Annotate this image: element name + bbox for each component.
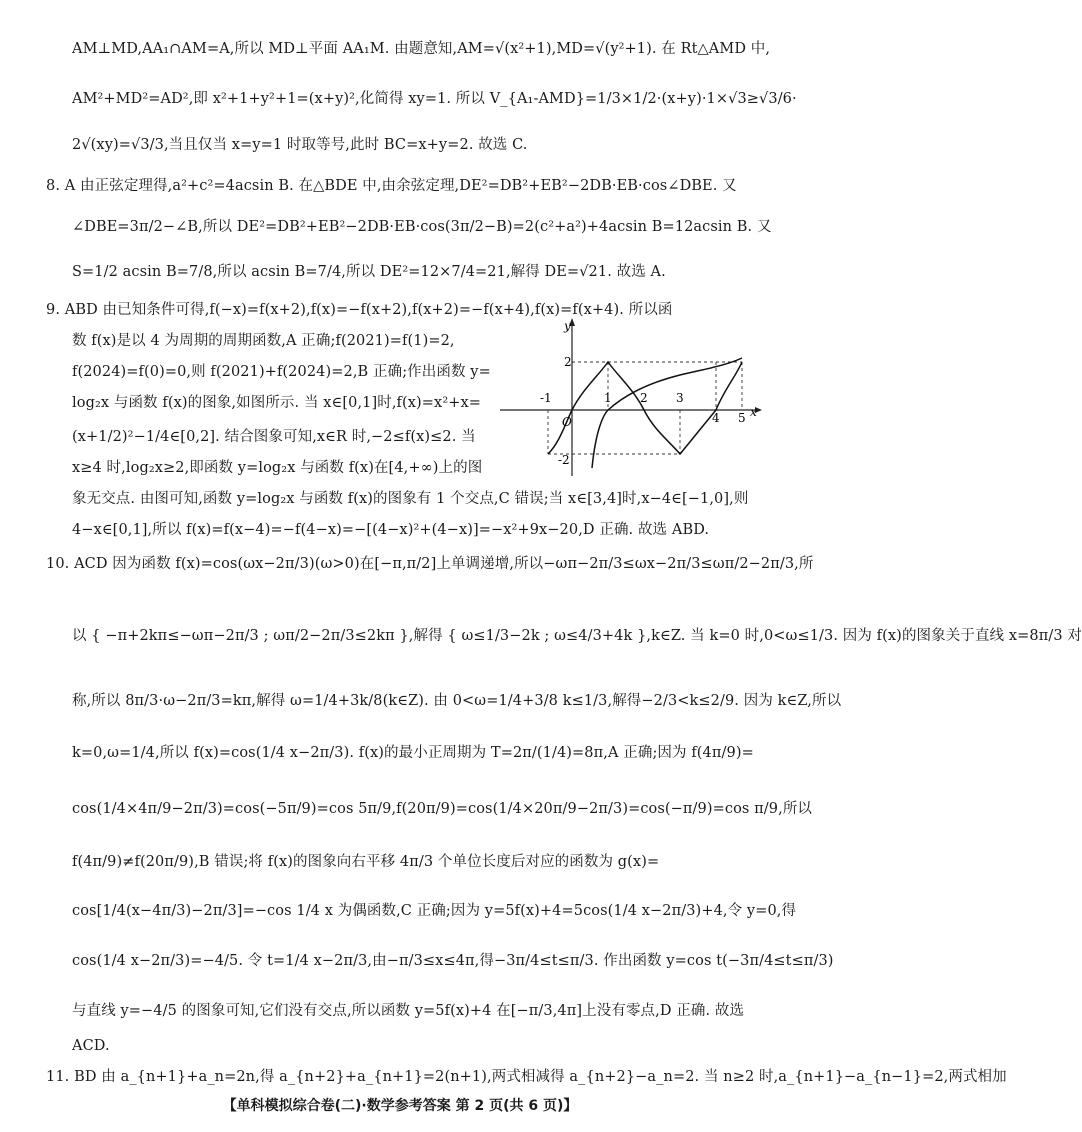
text-line: ∠DBE=3π/2−∠B,所以 DE²=DB²+EB²−2DB·EB·cos(3π/2−B)=2(c²+a²)+4acsin B=12acsin B. 又 (72, 219, 772, 235)
text-line: cos(1/4×4π/9−2π/3)=cos(−5π/9)=cos 5π/9,f(20π/9)=cos(1/4×20π/9−2π/3)=cos(−π/9)=cos π/9,所以 (72, 801, 813, 817)
f-curve (548, 362, 742, 454)
x-tick-label: 4 (712, 411, 720, 425)
q11-line: 11. BD 由 a_{n+1}+a_n=2n,得 a_{n+2}+a_{n+1}=2(n+1),两式相减得 a_{n+2}−a_n=2. 当 n≥2 时,a_{n+1}−a_{n−1}=2,两式相加 (46, 1069, 1007, 1085)
x-tick-label: 5 (738, 411, 746, 425)
q10-line: 10. ACD 因为函数 f(x)=cos(ωx−2π/3)(ω>0)在[−π,π/2]上单调递增,所以−ωπ−2π/3≤ωx−2π/3≤ωπ/2−2π/3,所 (46, 556, 814, 572)
x-tick-label: 3 (676, 391, 684, 405)
q8-line: 8. A 由正弦定理得,a²+c²=4acsin B. 在△BDE 中,由余弦定理,DE²=DB²+EB²−2DB·EB·cos∠DBE. 又 (46, 178, 737, 194)
x-tick-label: O (562, 415, 572, 429)
text-line: cos(1/4 x−2π/3)=−4/5. 令 t=1/4 x−2π/3,由−π/3≤x≤4π,得−3π/4≤t≤π/3. 作出函数 y=cos t(−3π/4≤t≤π/3) (72, 953, 834, 969)
text-line: (x+1/2)²−1/4∈[0,2]. 结合图象可知,x∈R 时,−2≤f(x)≤2. 当 (72, 429, 476, 445)
text-line: 称,所以 8π/3·ω−2π/3=kπ,解得 ω=1/4+3k/8(k∈Z). 由 0<ω=1/4+3/8 k≤1/3,解得−2/3<k≤2/9. 因为 k∈Z,所以 (72, 693, 842, 709)
text-line: f(4π/9)≠f(20π/9),B 错误;将 f(x)的图象向右平移 4π/3 个单位长度后对应的函数为 g(x)= (72, 854, 660, 870)
text-line: 以 { −π+2kπ≤−ωπ−2π/3 ; ωπ/2−2π/3≤2kπ },解得 { ω≤1/3−2k ; ω≤4/3+4k },k∈Z. 当 k=0 时,0<ω≤1/3. 因为 f(x)的图象关于直线 x=8π/3 对 (72, 628, 1082, 644)
text-line: 象无交点. 由图可知,函数 y=log₂x 与函数 f(x)的图象有 1 个交点,C 错误;当 x∈[3,4]时,x−4∈[−1,0],则 (72, 491, 749, 507)
text-line: 2√(xy)=√3/3,当且仅当 x=y=1 时取等号,此时 BC=x+y=2. 故选 C. (72, 137, 528, 153)
text-line: f(2024)=f(0)=0,则 f(2021)+f(2024)=2,B 正确;作出函数 y= (72, 364, 491, 380)
text-line: cos[1/4(x−4π/3)−2π/3]=−cos 1/4 x 为偶函数,C 正确;因为 y=5f(x)+4=5cos(1/4 x−2π/3)+4,令 y=0,得 (72, 903, 797, 919)
text-line: AM⊥MD,AA₁∩AM=A,所以 MD⊥平面 AA₁M. 由题意知,AM=√(x²+1),MD=√(y²+1). 在 Rt△AMD 中, (72, 41, 771, 57)
text-line: x≥4 时,log₂x≥2,即函数 y=log₂x 与函数 f(x)在[4,+∞)上的图 (72, 460, 483, 476)
text-line: ACD. (72, 1038, 110, 1054)
text-line: S=1/2 acsin B=7/8,所以 acsin B=7/4,所以 DE²=12×7/4=21,解得 DE=√21. 故选 A. (72, 264, 666, 280)
text-line: 与直线 y=−4/5 的图象可知,它们没有交点,所以函数 y=5f(x)+4 在[−π/3,4π]上没有零点,D 正确. 故选 (72, 1003, 745, 1019)
q9-line: 9. ABD 由已知条件可得,f(−x)=f(x+2),f(x)=−f(x+2),f(x+2)=−f(x+4),f(x)=f(x+4). 所以函 (46, 302, 673, 318)
function-graph (500, 318, 762, 478)
text-line: log₂x 与函数 f(x)的图象,如图所示. 当 x∈[0,1]时,f(x)=x²+x= (72, 395, 482, 411)
text-line: 4−x∈[0,1],所以 f(x)=f(x−4)=−f(4−x)=−[(4−x)²+(4−x)]=−x²+9x−20,D 正确. 故选 ABD. (72, 522, 710, 538)
page-footer: 【单科模拟综合卷(二)·数学参考答案 第 2 页(共 6 页)】 (222, 1098, 578, 1114)
y-axis-label: y (564, 319, 571, 333)
x-axis-label: x (750, 405, 757, 419)
text-line: 数 f(x)是以 4 为周期的周期函数,A 正确;f(2021)=f(1)=2, (72, 333, 455, 349)
x-tick-label: 2 (640, 391, 648, 405)
text-line: AM²+MD²=AD²,即 x²+1+y²+1=(x+y)²,化简得 xy=1. 所以 V_{A₁-AMD}=1/3×1/2·(x+y)·1×√3≥√3/6· (72, 91, 797, 107)
y-tick-label: -2 (558, 453, 570, 467)
x-tick-label: 1 (604, 391, 612, 405)
text-line: k=0,ω=1/4,所以 f(x)=cos(1/4 x−2π/3). f(x)的最小正周期为 T=2π/(1/4)=8π,A 正确;因为 f(4π/9)= (72, 745, 754, 761)
x-tick-label: -1 (540, 391, 552, 405)
y-tick-label: 2 (564, 355, 572, 369)
